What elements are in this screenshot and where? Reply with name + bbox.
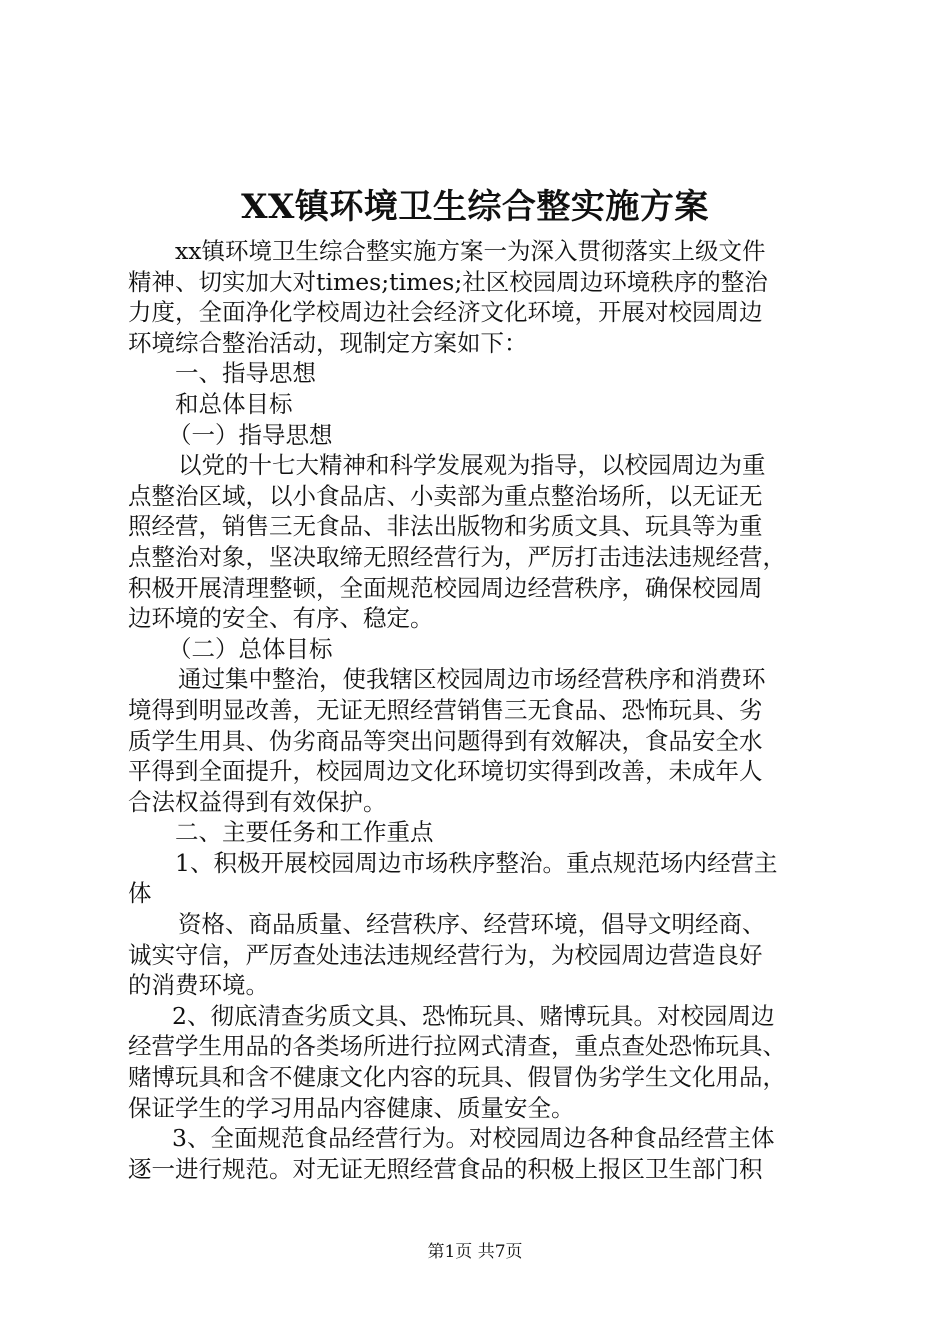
paragraph-line: 的消费环境。 [128,971,269,1000]
paragraph-line: 平得到全面提升，校园周边文化环境切实得到改善，未成年人 [128,757,763,786]
subsection-heading: （一）指导思想 [168,420,333,449]
section-heading: 二、主要任务和工作重点 [175,818,434,847]
paragraph-line: 照经营，销售三无食品、非法出版物和劣质文具、玩具等为重 [128,512,763,541]
paragraph-line: 点整治区域，以小食品店、小卖部为重点整治场所，以无证无 [128,481,763,510]
paragraph-line: 边环境的安全、有序、稳定。 [128,604,434,633]
section-heading: 和总体目标 [175,389,293,418]
paragraph-line: 合法权益得到有效保护。 [128,787,387,816]
paragraph-line: 逐一进行规范。对无证无照经营食品的积极上报区卫生部门积 [128,1154,763,1183]
paragraph-line: 精神、切实加大对times;times;社区校园周边环境秩序的整治 [128,267,768,296]
section-heading: 一、指导思想 [175,359,316,388]
paragraph-line: 积极开展清理整顿，全面规范校园周边经营秩序，确保校园周 [128,573,763,602]
paragraph-line: xx镇环境卫生综合整实施方案一为深入贯彻落实上级文件 [175,237,766,265]
paragraph-line: 2、彻底清查劣质文具、恐怖玩具、赌博玩具。对校园周边 [172,1001,775,1030]
page-footer: 第1页 共7页 [427,1242,523,1262]
subsection-heading: （二）总体目标 [168,634,333,663]
paragraph-line: 境得到明显改善，无证无照经营销售三无食品、恐怖玩具、劣 [128,695,763,724]
paragraph-line: 点整治对象，坚决取缔无照经营行为，严厉打击违法违规经营， [128,542,786,571]
paragraph-line: 以党的十七大精神和科学发展观为指导，以校园周边为重 [178,451,766,480]
paragraph-line: 1、积极开展校园周边市场秩序整治。重点规范场内经营主 [175,848,778,877]
paragraph-line: 诚实守信，严厉查处违法违规经营行为，为校园周边营造良好 [128,940,763,969]
paragraph-line: 资格、商品质量、经营秩序、经营环境，倡导文明经商、 [178,910,766,939]
paragraph-line: 3、全面规范食品经营行为。对校园周边各种食品经营主体 [172,1124,775,1153]
document-title: XX镇环境卫生综合整实施方案 [241,187,709,227]
paragraph-line: 质学生用具、伪劣商品等突出问题得到有效解决，食品安全水 [128,726,763,755]
paragraph-line: 赌博玩具和含不健康文化内容的玩具、假冒伪劣学生文化用品， [128,1063,786,1092]
paragraph-line: 环境综合整治活动，现制定方案如下： [128,328,528,357]
document-body [128,236,840,1184]
paragraph-line: 经营学生用品的各类场所进行拉网式清查，重点查处恐怖玩具、 [128,1032,786,1061]
paragraph-line: 体 [128,879,152,908]
paragraph-line: 通过集中整治，使我辖区校园周边市场经营秩序和消费环 [178,665,766,694]
paragraph-line: 保证学生的学习用品内容健康、质量安全。 [128,1093,575,1122]
paragraph-line: 力度，全面净化学校周边社会经济文化环境，开展对校园周边 [128,298,763,327]
